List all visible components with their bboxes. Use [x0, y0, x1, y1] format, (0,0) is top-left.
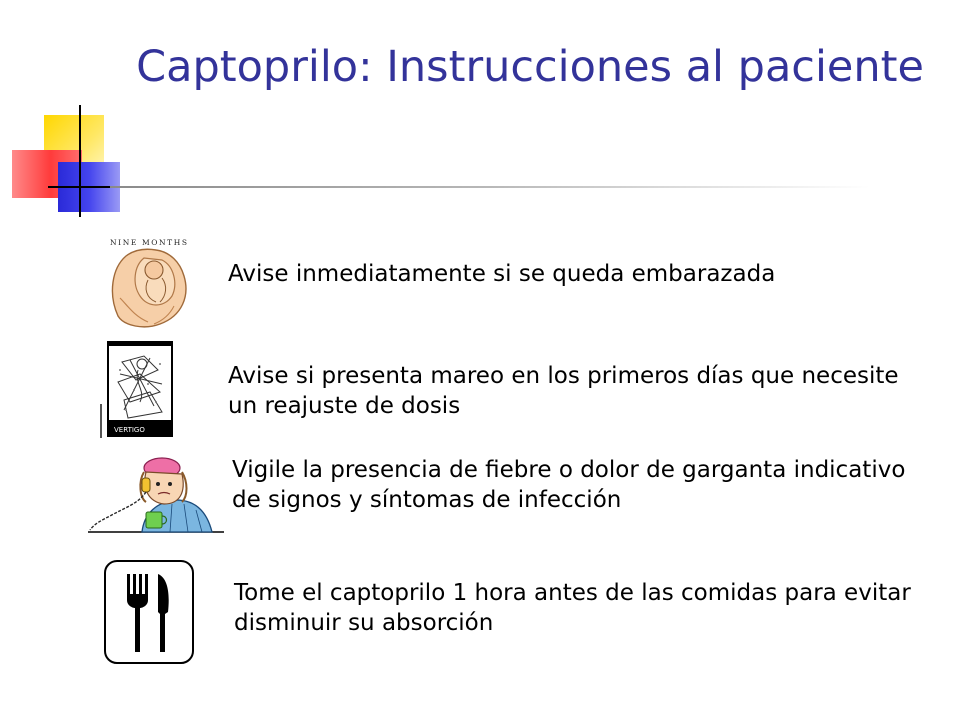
- fork-knife-icon: [104, 560, 194, 664]
- corner-decoration: [0, 0, 180, 230]
- sick-person-icon: [88, 448, 224, 534]
- title-divider: [110, 186, 870, 188]
- vertigo-icon-label: VERTIGO: [114, 426, 145, 434]
- instruction-text-3: Vigile la presencia de fiebre o dolor de garganta indicativo de signos y síntomas de infección: [232, 457, 906, 513]
- pregnancy-icon-label: NINE MONTHS: [110, 238, 189, 247]
- vertical-line: [79, 105, 81, 217]
- instruction-text-1: Avise inmediatamente si se queda embarazada: [228, 261, 776, 287]
- instruction-text-4: Tome el captoprilo 1 hora antes de las comidas para evitar disminuir su absorción: [234, 580, 911, 636]
- slide-title: Captoprilo: Instrucciones al paciente: [136, 42, 924, 92]
- pregnancy-icon: [104, 236, 200, 330]
- vertigo-icon: [100, 340, 180, 440]
- instruction-text-2: Avise si presenta mareo en los primeros días que necesite un reajuste de dosis: [228, 363, 899, 419]
